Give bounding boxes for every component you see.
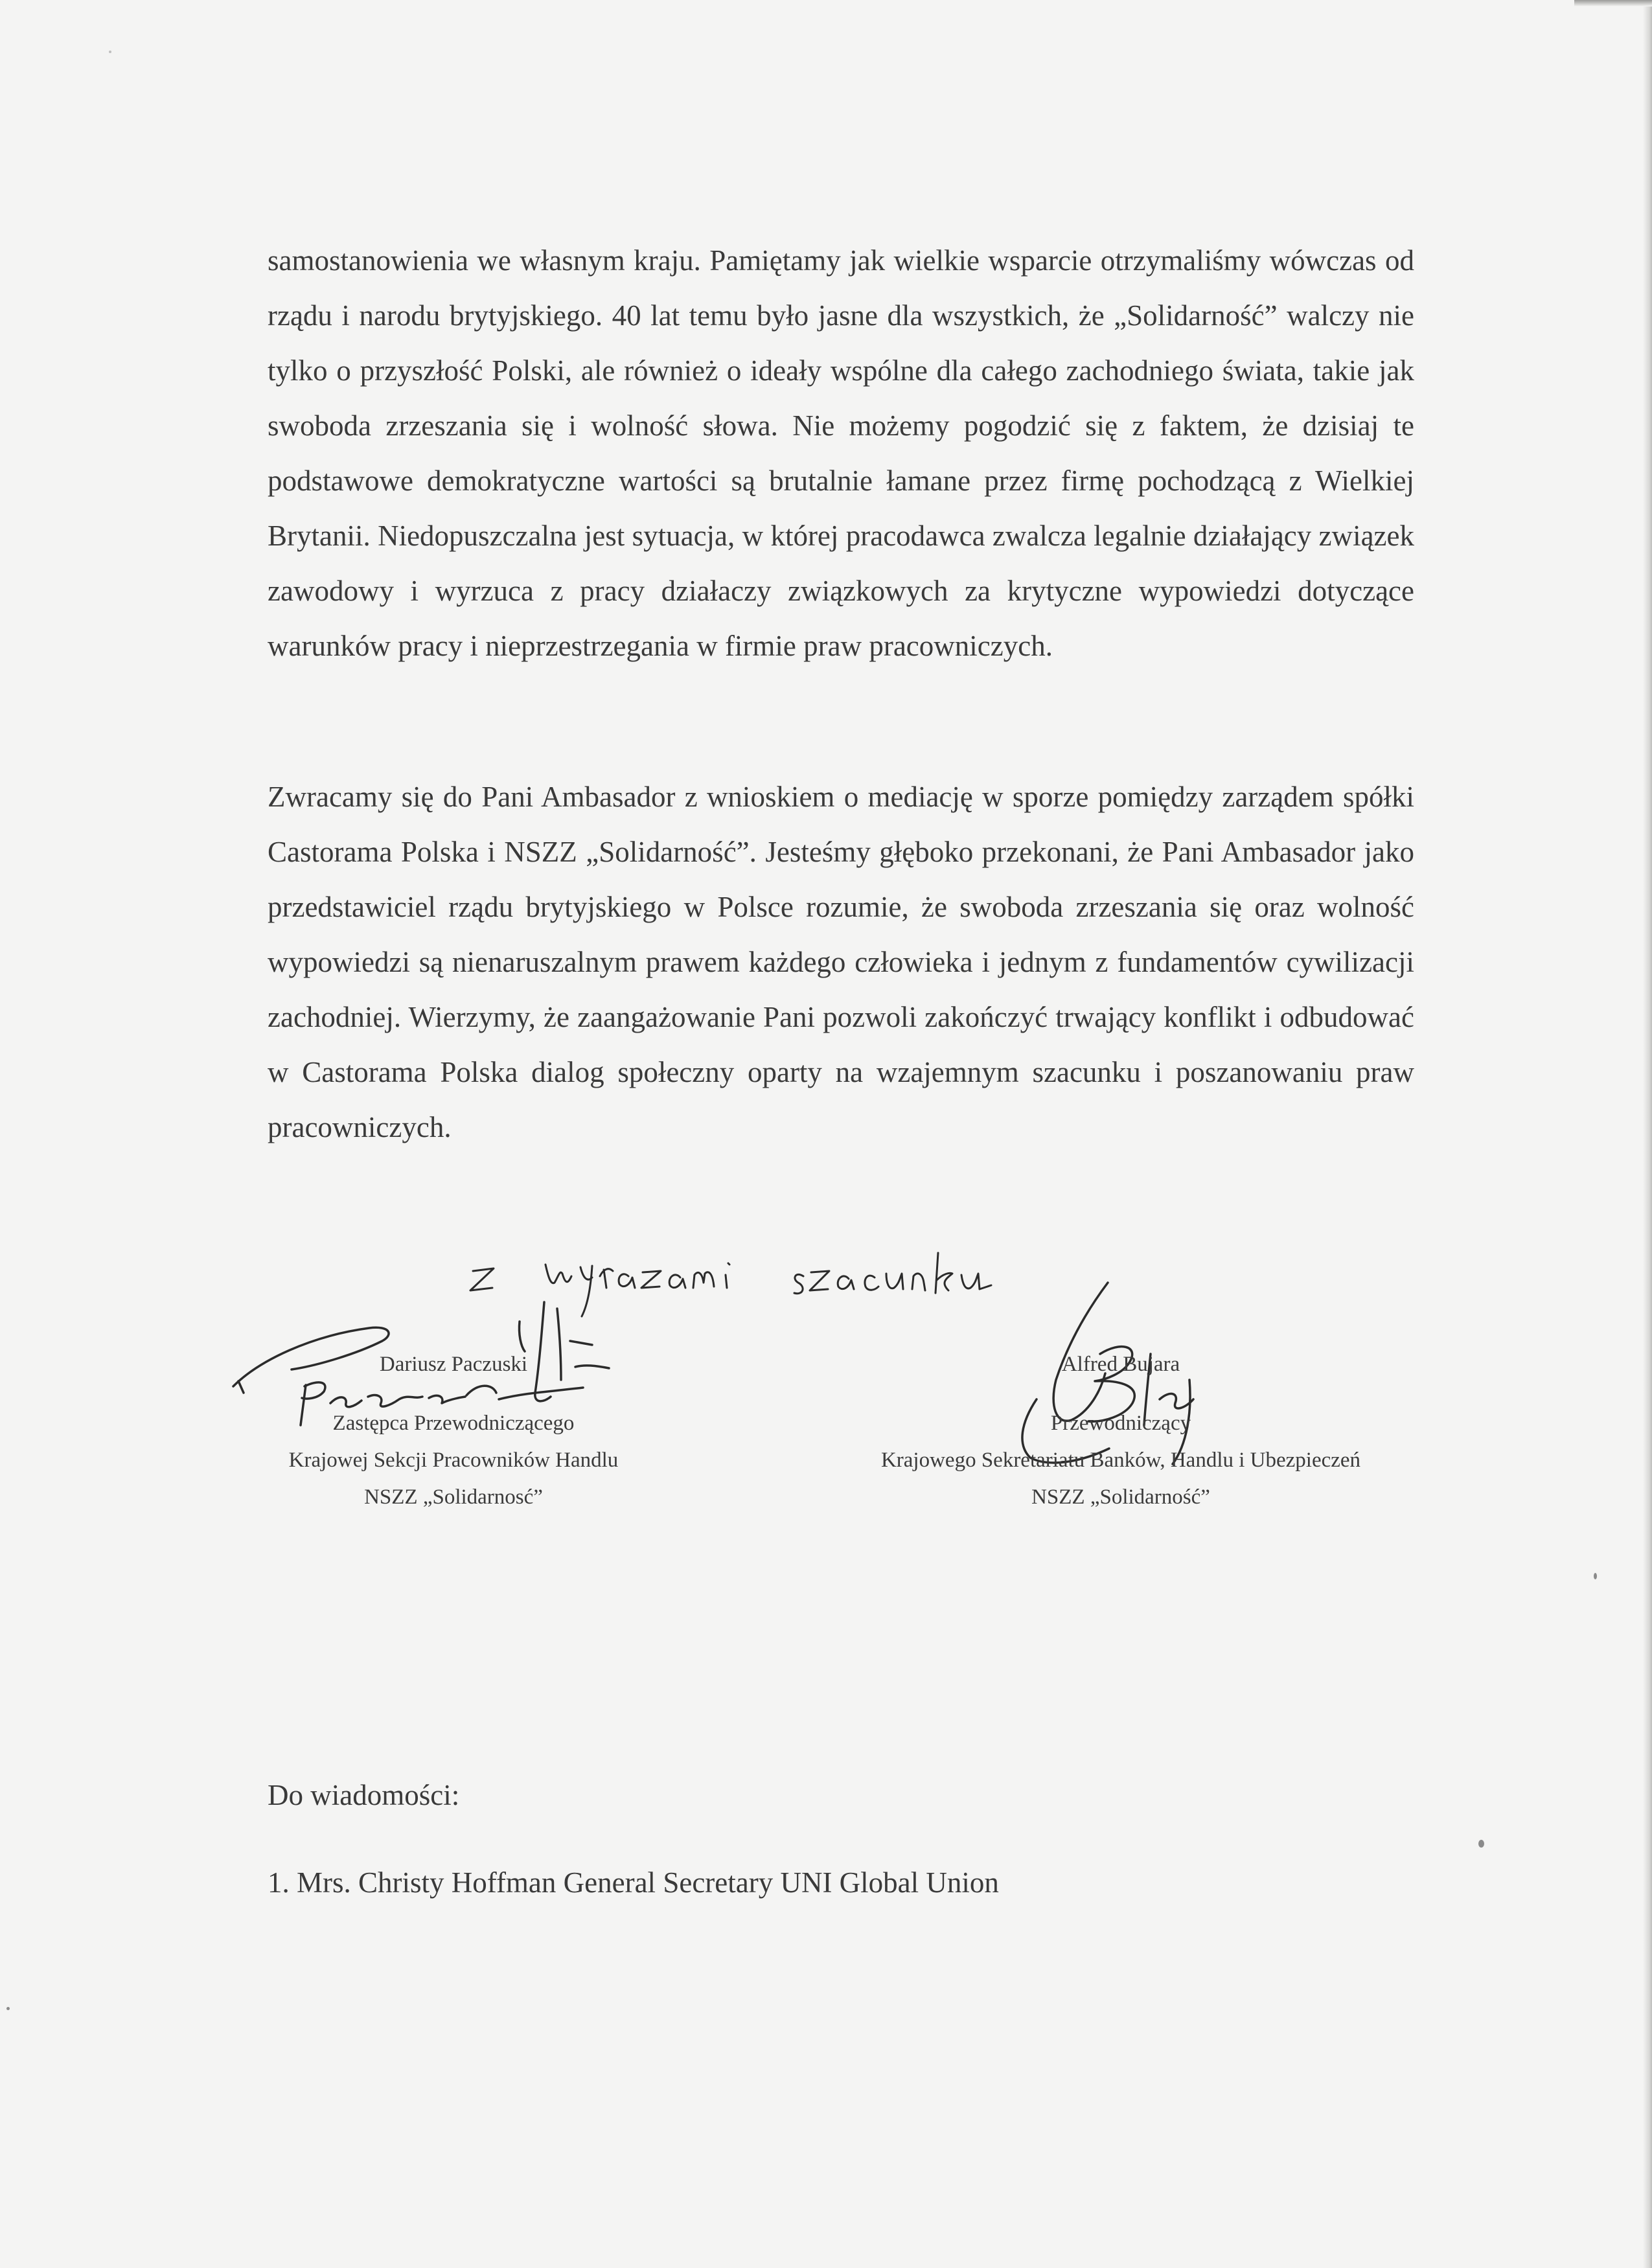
signatory-title: Przewodniczący [1050,1412,1191,1435]
signatory-organization: NSZZ „Solidarnosć” [364,1485,543,1509]
signatory-title: Zastępca Przewodniczącego [332,1412,575,1435]
scan-speck [6,2007,10,2010]
signatory-organization: NSZZ „Solidarność” [1031,1485,1210,1509]
signatory-right [829,1346,1412,1516]
body-paragraph-1: samostanowienia we własnym kraju. Pamiętamy jak wielkie wsparcie otrzymaliśmy wówczas od rządu i narodu brytyjskiego. 40 lat temu było jasne dla wszystkich, że „Solidarność” walczy nie tylko o przyszłość Polski, ale również o ideały wspólne dla całego zachodniego świata, takie jak swoboda zrzeszania się i wolność słowa. Nie możemy pogodzić się z faktem, że dzisiaj te podstawowe demokratyczne wartości są brutalnie łamane przez firmę pochodzącą z Wielkiej Brytanii. Niedopuszczalna jest sytuacja, w której pracodawca zwalcza legalnie działający związek zawodowy i wyrzuca z pracy działaczy związkowych za krytyczne wypowiedzi dotyczące warunków pracy i nieprzestrzegania w firmie praw pracowniczych. [268,244,1414,662]
cc-list [268,1866,999,1899]
signatory-left [227,1346,680,1516]
scan-speck [109,51,111,53]
scan-edge-shadow [1643,0,1652,2268]
signatory-section: Krajowej Sekcji Pracowników Handlu [288,1449,619,1472]
scan-speck [1478,1840,1484,1848]
body-paragraph-2: Zwracamy się do Pani Ambasador z wnioskiem o mediację w sporze pomiędzy zarządem spółki Castorama Polska i NSZZ „Solidarność”. Jesteśmy głęboko przekonani, że Pani Ambasador jako przedstawiciel rządu brytyjskiego w Polsce rozumie, że swoboda zrzeszania się oraz wolność wypowiedzi są nienaruszalnym prawem każdego człowieka i jednym z fundamentów cywilizacji zachodniej. Wierzymy, że zaangażowanie Pani pozwoli zakończyć trwający konflikt i odbudować w Castorama Polska dialog społeczny oparty na wzajemnym szacunku i poszanowaniu praw pracowniczych. [268,781,1414,1143]
signatory-name: Alfred Bujara [1061,1353,1180,1376]
signatory-name: Dariusz Paczuski [379,1353,528,1376]
scan-speck [1594,1573,1597,1579]
signatory-section: Krajowego Sekretariatu Banków, Handlu i Ubezpieczeń [880,1449,1361,1472]
cc-heading: Do wiadomości: [268,1779,460,1811]
scan-corner-shadow [1574,0,1652,6]
cc-item: 1. Mrs. Christy Hoffman General Secretary UNI Global Union [268,1866,999,1899]
